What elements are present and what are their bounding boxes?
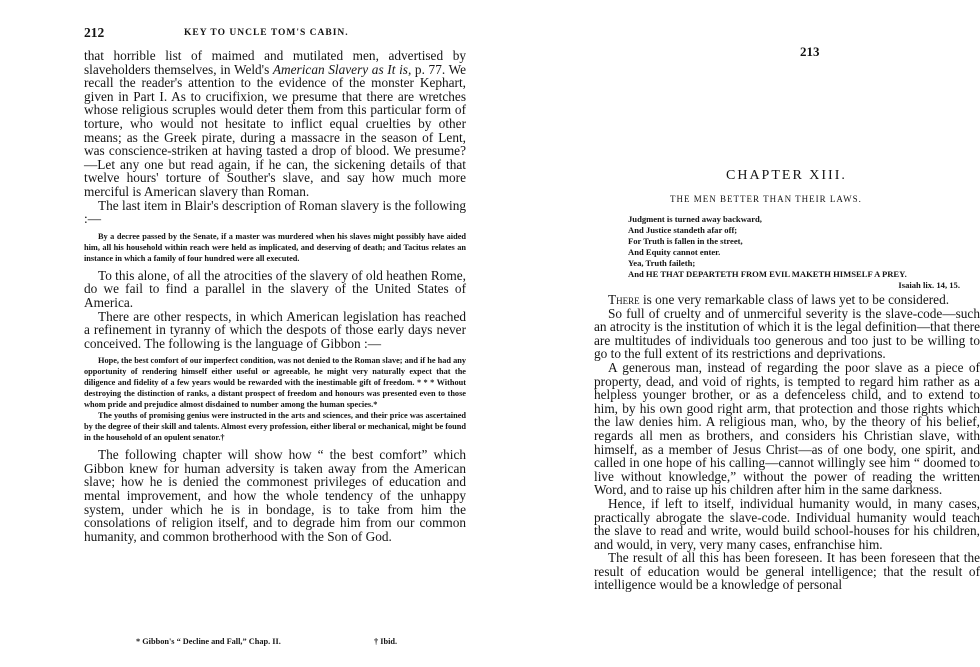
epigraph-source: Isaiah lix. 14, 15. [898, 280, 960, 290]
epigraph-line: Yea, Truth faileth; [628, 258, 696, 268]
page-number: 212 [84, 25, 105, 40]
page-number: 213 [800, 44, 820, 59]
paragraph: A generous man, instead of regarding the poor slave as a piece of property, dead, and void of rights, is tempted to regard him rather as a helpless younger brother, or as a defenceless child, and to extend to him, by his own good right arm, that protection and those rights which the law denies him. A religious man, who, by the theory of his belief, regards all men as brothers, and considers his Christian slave, with himself, as a member of Jesus Christ—as of one body, one spirit, and called in one hope of his calling—cannot willingly see him “ doomed to live without knowledge,” without the power of reading the written Word, and to raise up his children after him in the same darkness. [594, 359, 980, 498]
book-title: American Slavery as It is, [272, 61, 412, 77]
paragraph: To this alone, of all the atrocities of the slavery of old heathen Rome, do we fail to find a parallel in the slavery of the United States of America. [84, 267, 466, 310]
left-page-body [84, 49, 466, 543]
footnote: * Gibbon's “ Decline and Fall,” Chap. II. [136, 637, 281, 646]
text-run: p. 77. We recall the reader's attention to the evidence of the monster Kephart, given in Part I. As to crucifixion, we presume that there are wretches whose religious scruples would deter them from this particular form of torture, who would not hesitate to inflict equal cruelties by other means; as the Greek pirate, during a massacre in the season of Lent, was conscience-striken at having tasted a drop of blood. We presume?—Let any one but read again, if he can, the sickening details of that twelve hours' torture of Souther's slave, and say how much more merciful is American slavery than Roman. [84, 61, 466, 199]
epigraph [628, 214, 960, 291]
paragraph: There are other respects, in which American legislation has reached a refinement in tyranny of which the despots of those early days never conceived. The following is the language of Gibbon :— [84, 308, 466, 351]
paragraph: Hence, if left to itself, individual humanity would, in many cases, practically abrogate the slave-code. Individual humanity would teach the slave to read and write, would build school-houses for his children, and would, in very, very many cases, enfranchise him. [594, 495, 980, 552]
paragraph: So full of cruelty and of unmerciful severity is the slave-code—such an atrocity is the institution of which it is the legal definition—that there are multitudes of individuals too generous and too just to be willing to go to the full extent of its restrictions and deprivations. [594, 305, 980, 362]
block-quote: The youths of promising genius were instructed in the arts and sciences, and their price was ascertained by the degree of their skill and talents. Almost every profession, either liberal or mechanical, might be found in the household of an opulent senator.† [84, 411, 466, 443]
running-head-title: KEY TO UNCLE TOM'S CABIN. [184, 28, 349, 38]
paragraph: The following chapter will show how “ the best comfort” which Gibbon knew for human adversity is taken away from the American slave; how he is denied the commonest privileges of education and mental improvement, and how the whole tendency of the unhappy system, under which he is in bondage, is to take from him the consolations of religion itself, and to degrade him from our common humanity, and common brotherhood with the Son of God. [84, 447, 466, 544]
block-quote: Hope, the best comfort of our imperfect condition, was not denied to the Roman slave; and if he had any opportunity of rendering himself either useful or agreeable, he might very naturally expect that the diligence and fidelity of a few years would be rewarded with the inestimable gift of freedom. * * * Without destroying the distinction of ranks, a distant prospect of freedom and honours was presented even to those whom pride and prejudice almost disdained to number among the human species.* [84, 356, 466, 410]
right-page [490, 0, 980, 667]
chapter-subtitle: THE MEN BETTER THAN THEIR LAWS. [670, 194, 862, 204]
chapter-heading: CHAPTER XIII. [726, 168, 847, 183]
footnote: † Ibid. [374, 637, 398, 646]
paragraph [594, 293, 980, 307]
paragraph: The last item in Blair's description of Roman slavery is the following :— [84, 197, 466, 227]
block-quote: By a decree passed by the Senate, if a master was murdered when his slaves might possibly have aided him, all his household within reach were held as implicated, and deserving of death; and Tacitus relates an instance in which a family of four hundred were all executed. [84, 231, 466, 263]
epigraph-line: And Justice standeth afar off; [628, 225, 738, 235]
drop-lead: There [608, 292, 640, 307]
epigraph-line: And Equity cannot enter. [628, 247, 721, 257]
text-run: that horrible list of maimed and mutilated men, advertised by slaveholders themselves, in Weld's [84, 48, 466, 77]
paragraph: The result of all this has been foreseen. It has been foreseen that the result of education would be general intelligence; that the result of intelligence would be a knowledge of personal [594, 550, 980, 593]
epigraph-line: And HE THAT DEPARTETH FROM EVIL MAKETH HIMSELF A PREY. [628, 269, 907, 279]
epigraph-line: For Truth is fallen in the street, [628, 236, 743, 246]
paragraph [84, 49, 466, 199]
epigraph-line: Judgment is turned away backward, [628, 214, 762, 224]
text-run: is one very remarkable class of laws yet to be considered. [639, 292, 950, 307]
right-page-body [594, 293, 980, 592]
